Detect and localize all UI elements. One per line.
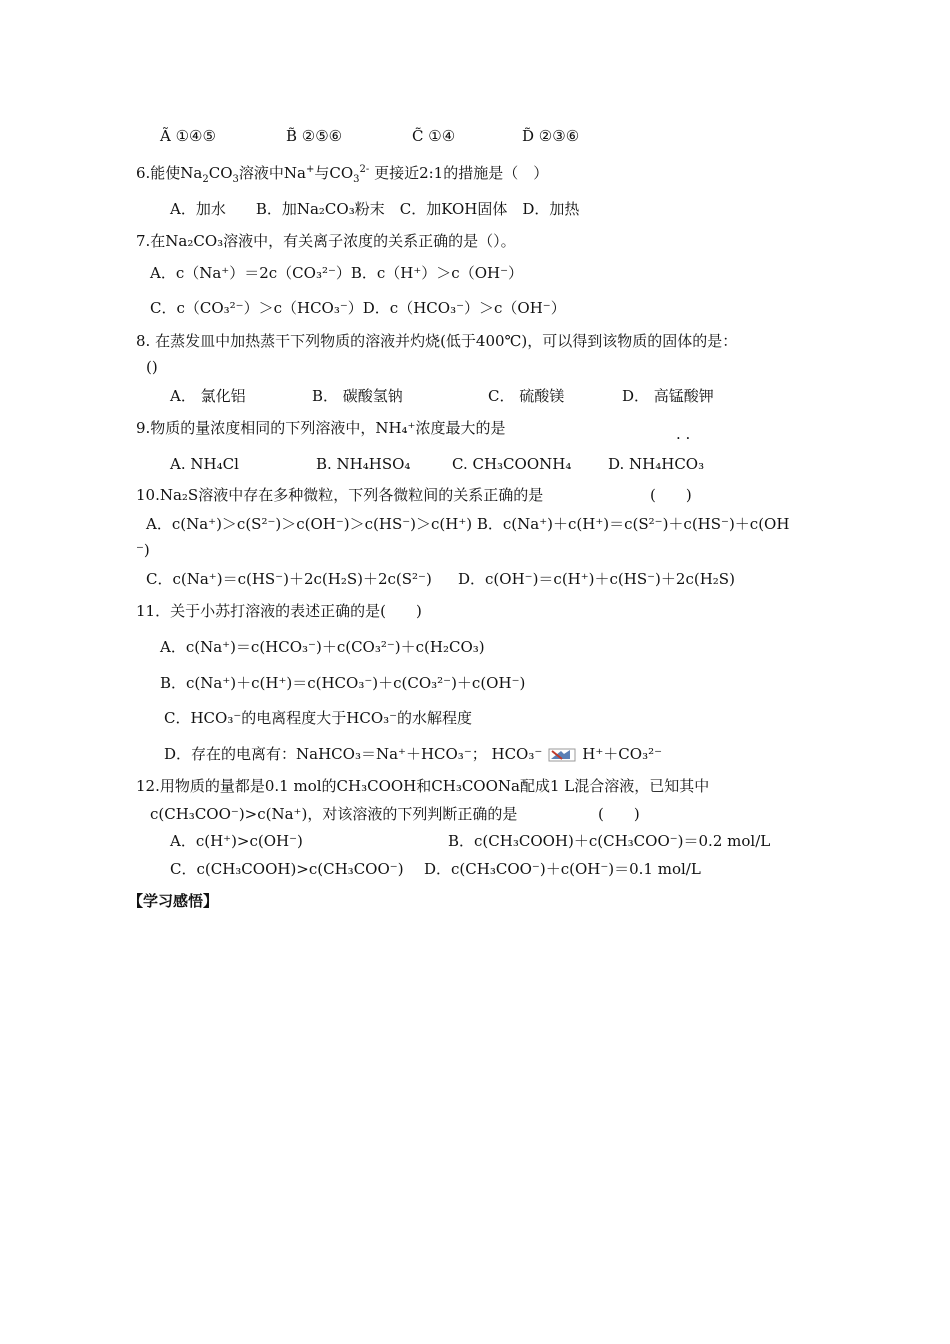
q9-option-d: D. NH₄HCO₃ bbox=[608, 455, 705, 473]
q10-option-c: C．c(Na⁺)＝c(HS⁻)＋2c(H₂S)＋2c(S²⁻) bbox=[146, 570, 432, 588]
q8-option-d: D． 高锰酸钾 bbox=[622, 387, 714, 405]
q11-stem: 11．关于小苏打溶液的表述正确的是( ) bbox=[136, 602, 422, 620]
q12-option-b: B．c(CH₃COOH)＋c(CH₃COO⁻)＝0.2 mol/L bbox=[448, 832, 771, 850]
q11-option-c: C．HCO₃⁻的电离程度大于HCO₃⁻的水解程度 bbox=[164, 709, 473, 727]
q10-options-ab: A．c(Na⁺)＞c(S²⁻)＞c(OH⁻)＞c(HS⁻)＞c(H⁺) B．c(Na⁺)＋c(H⁺)＝c(S²⁻)＋c(HS⁻)＋c(OH bbox=[146, 515, 790, 533]
q5-option-a: Ã ①④⑤ bbox=[160, 127, 216, 145]
q12-paren: ( ) bbox=[598, 805, 640, 823]
q12-stem: 12.用物质的量都是0.1 mol的CH₃COOH和CH₃COONa配成1 L混合溶液，已知其中 bbox=[136, 777, 710, 795]
q6-options: A．加水 B．加Na₂CO₃粉末 C．加KOH固体 D．加热 bbox=[170, 200, 580, 218]
q10-options-ab-wrap: ⁻) bbox=[136, 541, 150, 559]
q12-stem-2: c(CH₃COO⁻)>c(Na⁺)，对该溶液的下列判断正确的是 bbox=[150, 805, 518, 823]
q9-option-a: A. NH₄Cl bbox=[170, 455, 239, 473]
q12-option-d: D．c(CH₃COO⁻)＋c(OH⁻)＝0.1 mol/L bbox=[424, 860, 701, 878]
q8-stem: 8. 在蒸发皿中加热蒸干下列物质的溶液并灼烧(低于400℃)，可以得到该物质的固体的是： bbox=[136, 332, 738, 350]
section-title: 【学习感悟】 bbox=[128, 892, 219, 910]
q5-options bbox=[160, 126, 680, 146]
q11-option-b: B．c(Na⁺)＋c(H⁺)＝c(HCO₃⁻)＋c(CO₃²⁻)＋c(OH⁻) bbox=[160, 674, 526, 692]
q9-dots: . . bbox=[676, 425, 691, 443]
q12-option-c: C．c(CH₃COOH)>c(CH₃COO⁻) bbox=[170, 860, 404, 878]
equilibrium-arrow-icon bbox=[548, 748, 576, 762]
q5-option-d: D̃ ②③⑥ bbox=[522, 127, 580, 145]
q12-option-a: A．c(H⁺)>c(OH⁻) bbox=[170, 832, 303, 850]
q8-paren: () bbox=[146, 358, 158, 376]
q8-option-b: B． 碳酸氢钠 bbox=[312, 387, 403, 405]
q8-options bbox=[170, 386, 770, 406]
q8-option-c: C． 硫酸镁 bbox=[488, 387, 565, 405]
q11-option-d: D．存在的电离有：NaHCO₃＝Na⁺＋HCO₃⁻； HCO₃⁻ H⁺＋CO₃²⁻ bbox=[164, 745, 663, 763]
q7-options-cd: C．c（CO₃²⁻）＞c（HCO₃⁻）D．c（HCO₃⁻）＞c（OH⁻） bbox=[150, 299, 566, 317]
q5-option-c: C̃ ①④ bbox=[412, 127, 456, 145]
q10-option-d: D．c(OH⁻)＝c(H⁺)＋c(HS⁻)＋2c(H₂S) bbox=[458, 570, 735, 588]
q9-option-b: B. NH₄HSO₄ bbox=[316, 455, 411, 473]
q9-option-c: C. CH₃COONH₄ bbox=[452, 455, 572, 473]
q6-stem: 6.能使$Na_2CO_3$溶液中Na+与$CO_3^{2-}$ 更接近2:1的措施是（ ） bbox=[136, 164, 549, 185]
q10-stem: 10.Na₂S溶液中存在多种微粒，下列各微粒间的关系正确的是 bbox=[136, 486, 544, 504]
q9-stem: 9.物质的量浓度相同的下列溶液中，NH₄⁺浓度最大的是 bbox=[136, 419, 506, 437]
q7-options-ab: A．c（Na⁺）＝2c（CO₃²⁻）B．c（H⁺）＞c（OH⁻） bbox=[150, 264, 524, 282]
q9-options bbox=[170, 454, 770, 474]
q5-option-b: B̃ ②⑤⑥ bbox=[286, 127, 343, 145]
q7-stem: 7.在Na₂CO₃溶液中，有关离子浓度的关系正确的是（）。 bbox=[136, 232, 516, 250]
q11-option-a: A．c(Na⁺)＝c(HCO₃⁻)＋c(CO₃²⁻)＋c(H₂CO₃) bbox=[160, 638, 485, 656]
q8-option-a: A． 氯化铝 bbox=[170, 387, 246, 405]
q10-paren: ( ) bbox=[650, 486, 692, 504]
